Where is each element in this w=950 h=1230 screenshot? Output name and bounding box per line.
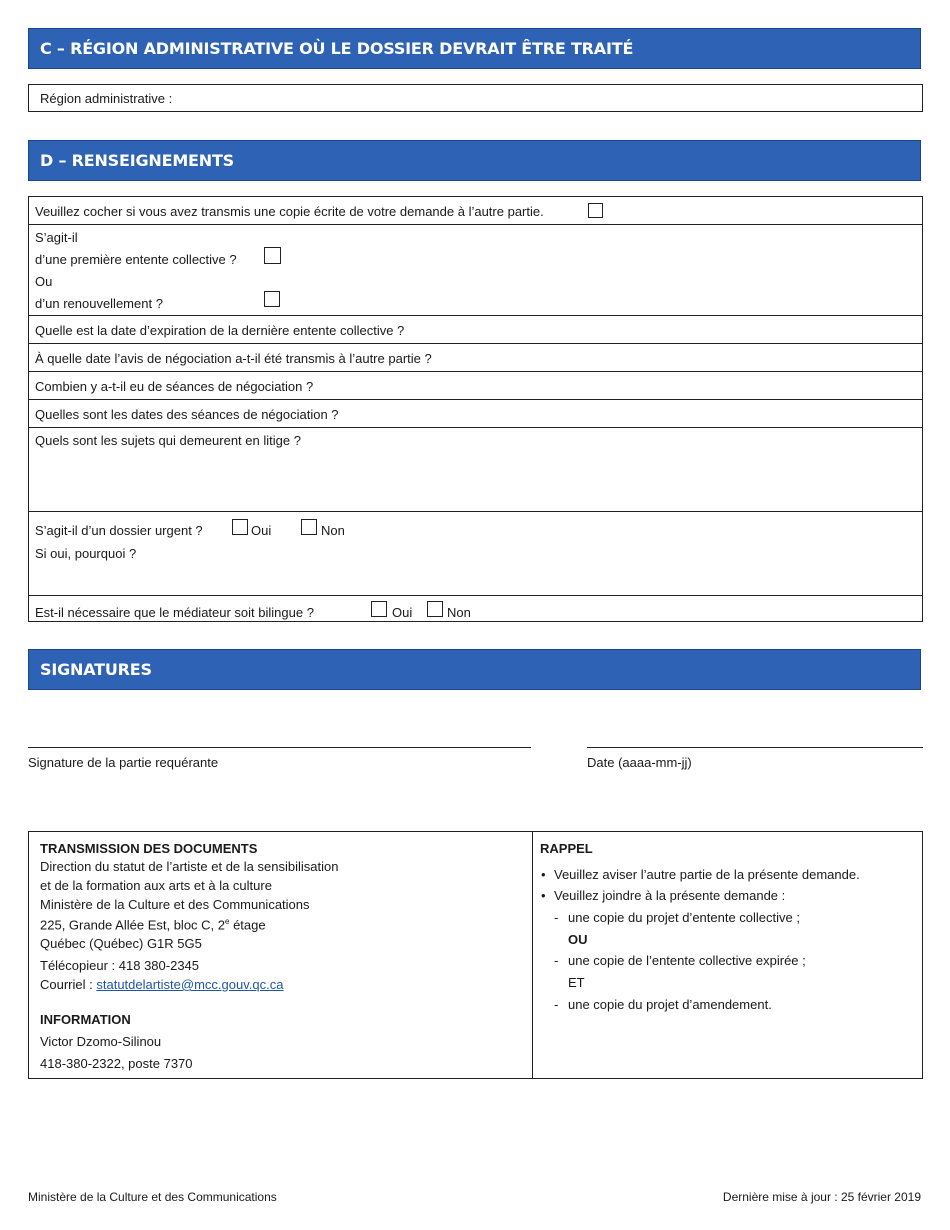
- address-sup: e: [225, 917, 230, 926]
- transmission-city: Québec (Québec) G1R 5G5: [40, 936, 202, 951]
- section-d-header: [28, 140, 921, 181]
- agreement-intro: S’agit-il: [35, 230, 78, 245]
- transmission-line1: Direction du statut de l’artiste et de la sensibilisation: [40, 859, 339, 874]
- transmission-address: [40, 917, 266, 932]
- urgent-no-label: Non: [321, 523, 345, 538]
- urgent-label: S’agit-il d’un dossier urgent ?: [35, 523, 203, 538]
- copy-sent-label: Veuillez cocher si vous avez transmis une copie écrite de votre demande à l’autre partie.: [35, 204, 544, 219]
- bilingual-yes-label: Oui: [392, 605, 413, 620]
- rappel-item2: une copie de l’entente collective expirée ;: [568, 953, 806, 968]
- expiration-date-label: Quelle est la date d’expiration de la dernière entente collective ?: [35, 323, 405, 338]
- urgent-yes-checkbox[interactable]: [232, 519, 248, 535]
- address-text: 225, Grande Allée Est, bloc C, 2: [40, 917, 225, 933]
- or-label: Ou: [35, 274, 53, 289]
- why-label: Si oui, pourquoi ?: [35, 546, 137, 561]
- column-divider: [532, 832, 533, 1078]
- expiration-row[interactable]: [29, 315, 922, 344]
- urgent-no-checkbox[interactable]: [301, 519, 317, 535]
- item3-dash: -: [554, 997, 559, 1012]
- notice-date-label: À quelle date l’avis de négociation a-t-il été transmis à l’autre partie ?: [35, 351, 432, 366]
- section-c-title: C – RÉGION ADMINISTRATIVE OÙ LE DOSSIER DEVRAIT ÊTRE TRAITÉ: [40, 39, 634, 58]
- session-dates-row[interactable]: [29, 399, 922, 428]
- copy-sent-row: [29, 197, 922, 225]
- contact-name: Victor Dzomo-Silinou: [40, 1034, 162, 1049]
- renewal-label: d’un renouvellement ?: [35, 296, 163, 311]
- transmission-fax: Télécopieur : 418 380-2345: [40, 958, 200, 973]
- footer-updated: Dernière mise à jour : 25 février 2019: [722, 1190, 921, 1204]
- date-signature-line[interactable]: [587, 747, 923, 748]
- rappel-item3: une copie du projet d’amendement.: [568, 997, 772, 1012]
- rappel-heading: RAPPEL: [540, 841, 593, 856]
- transmission-email-row: [40, 977, 283, 992]
- item2-dash: -: [554, 953, 559, 968]
- bilingual-label: Est-il nécessaire que le médiateur soit bilingue ?: [35, 605, 314, 620]
- item1-dash: -: [554, 910, 559, 925]
- info-table: [28, 196, 923, 622]
- bullet1-marker: •: [541, 867, 546, 882]
- urgent-yes-label: Oui: [251, 523, 272, 538]
- date-label: Date (aaaa-mm-jj): [587, 755, 692, 770]
- bilingual-no-label: Non: [447, 605, 471, 620]
- agreement-type-row: [29, 224, 922, 316]
- session-count-row[interactable]: [29, 371, 922, 400]
- session-count-label: Combien y a-t-il eu de séances de négociation ?: [35, 379, 314, 394]
- bilingual-no-checkbox[interactable]: [427, 601, 443, 617]
- address-post: étage: [229, 917, 266, 933]
- transmission-rappel-box: [28, 831, 923, 1079]
- rappel-bullet1: Veuillez aviser l’autre partie de la présente demande.: [554, 867, 860, 882]
- footer-ministry: Ministère de la Culture et des Communications: [28, 1190, 277, 1204]
- region-label: Région administrative :: [40, 91, 173, 106]
- transmission-heading: TRANSMISSION DES DOCUMENTS: [40, 841, 258, 856]
- rappel-ou: OU: [568, 932, 588, 947]
- contact-phone: 418-380-2322, poste 7370: [40, 1056, 193, 1071]
- bilingual-yes-checkbox[interactable]: [371, 601, 387, 617]
- email-label: Courriel :: [40, 977, 97, 992]
- session-dates-label: Quelles sont les dates des séances de négociation ?: [35, 407, 339, 422]
- urgent-row: [29, 511, 922, 596]
- signatures-title: SIGNATURES: [40, 660, 152, 679]
- region-field-box[interactable]: [28, 84, 923, 112]
- bilingual-row: [29, 595, 922, 622]
- requester-signature-line[interactable]: [28, 747, 531, 748]
- section-c-header: [28, 28, 921, 69]
- notice-row[interactable]: [29, 343, 922, 372]
- rappel-et: ET: [568, 975, 585, 990]
- bullet2-marker: •: [541, 888, 546, 903]
- issues-label: Quels sont les sujets qui demeurent en litige ?: [35, 433, 301, 448]
- first-agreement-checkbox[interactable]: [264, 247, 281, 264]
- signatures-header: [28, 649, 921, 690]
- section-d-title: D – RENSEIGNEMENTS: [40, 151, 235, 170]
- rappel-bullet2: Veuillez joindre à la présente demande :: [554, 888, 786, 903]
- copy-sent-checkbox[interactable]: [588, 203, 603, 218]
- email-link[interactable]: statutdelartiste@mcc.gouv.qc.ca: [96, 977, 284, 992]
- issues-row[interactable]: [29, 427, 922, 512]
- renewal-checkbox[interactable]: [264, 291, 280, 307]
- rappel-item1: une copie du projet d’entente collective ;: [568, 910, 800, 925]
- info-heading: INFORMATION: [40, 1012, 131, 1027]
- first-agreement-label: d’une première entente collective ?: [35, 252, 237, 267]
- transmission-line3: Ministère de la Culture et des Communications: [40, 897, 310, 912]
- transmission-line2: et de la formation aux arts et à la culture: [40, 878, 272, 893]
- requester-signature-label: Signature de la partie requérante: [28, 755, 219, 770]
